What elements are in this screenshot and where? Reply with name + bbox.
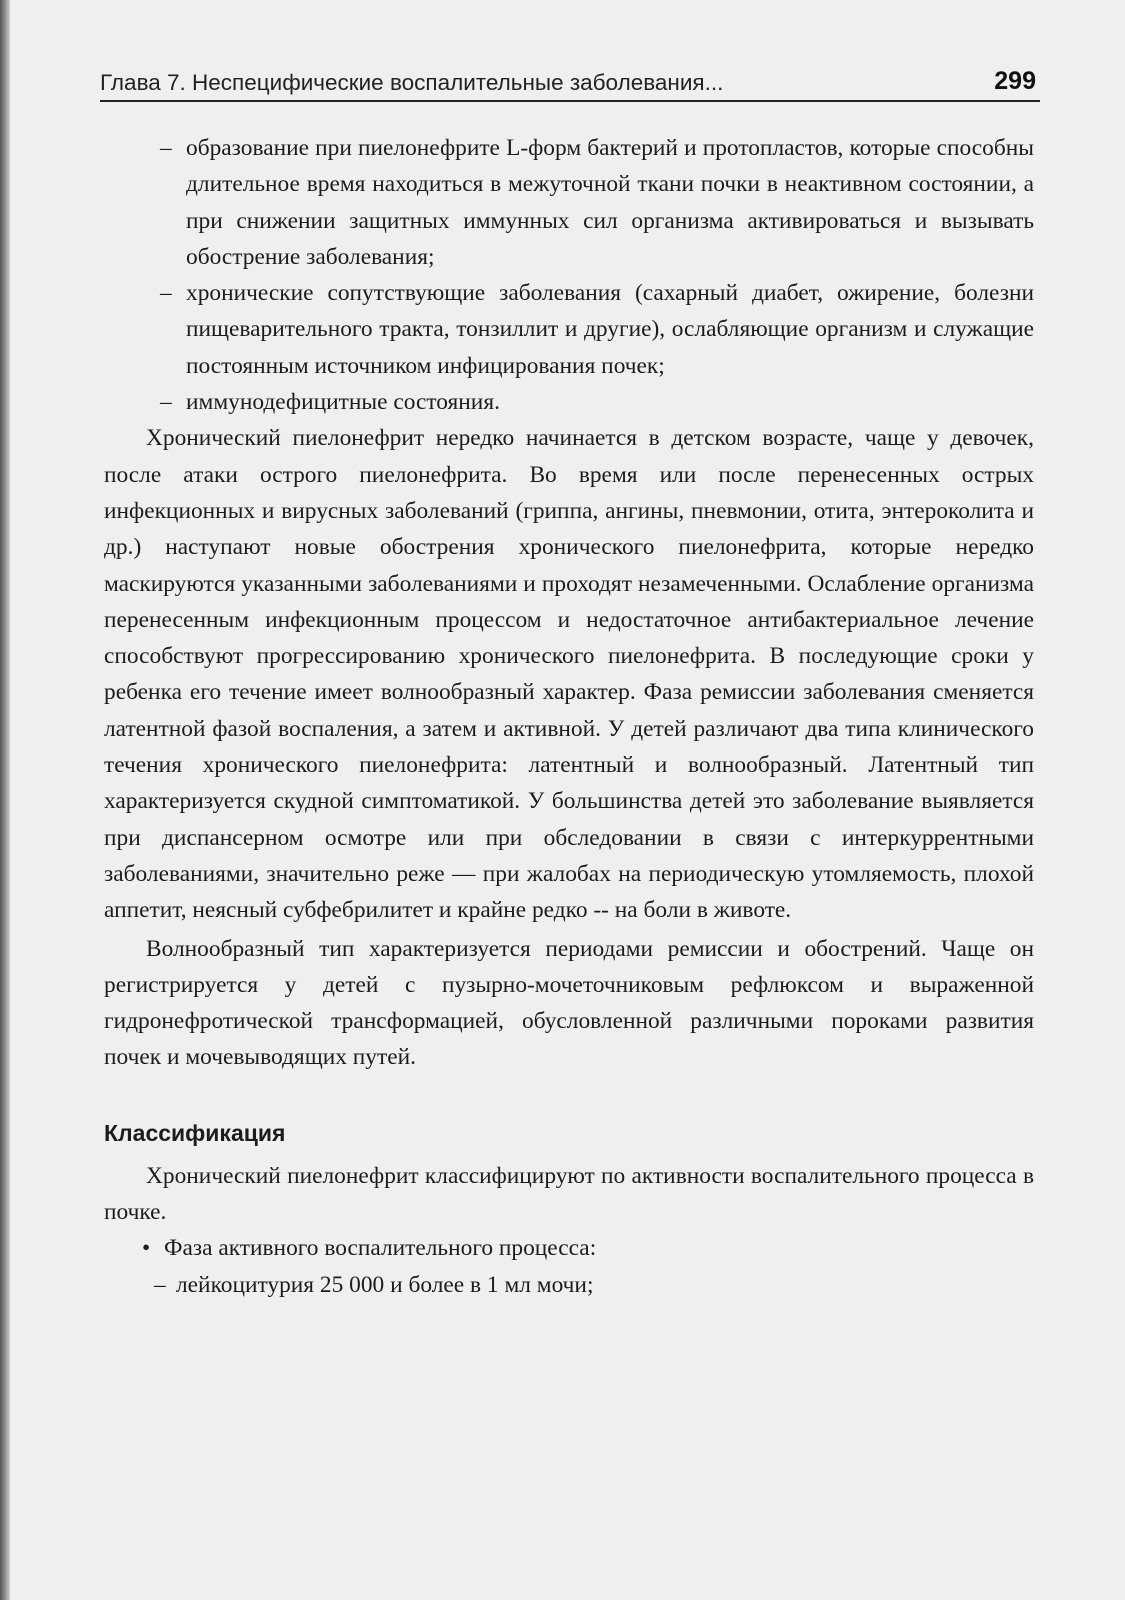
list-dash: –	[160, 280, 172, 307]
running-header	[100, 67, 1040, 102]
list-item	[104, 130, 1034, 275]
page-number: 299	[994, 67, 1036, 95]
section-intro: Хронический пиелонефрит классифицируют по активности воспалительного процесса в почке.	[104, 1162, 1034, 1226]
bullet-item	[104, 1230, 1034, 1266]
chapter-title: Глава 7. Неспецифические воспалительные заболевания...	[100, 70, 724, 95]
list-item	[104, 275, 1034, 384]
section-heading: Классификация	[104, 1119, 286, 1146]
list-dash: –	[160, 389, 172, 416]
list-item	[104, 384, 1034, 420]
list-item-text: образование при пиелонефрите L-форм бактерий и протопластов, которые способны длительное время находиться в межуточной ткани почки в неактивном состоянии, а при снижении защитных иммунных сил организма активироваться и вызывать обострение заболевания;	[186, 135, 1034, 270]
list-item-text: хронические сопутствующие заболевания (сахарный диабет, ожирение, болезни пищеварительного тракта, тонзиллит и другие), ослабляющие организм и служащие постоянным источником инфицирования почек;	[186, 280, 1034, 379]
paragraph: Волнообразный тип характеризуется периодами ремиссии и обострений. Чаще он регистрируется у детей с пузырно-мочеточниковым рефлюксом и выраженной гидронефротической трансформацией, обусловленной различными пороками развития почек и мочевыводящих путей.	[104, 935, 1034, 1071]
paragraph: Хронический пиелонефрит нередко начинается в детском возрасте, чаще у девочек, после атаки острого пиелонефрита. Во время или после перенесенных острых инфекционных и вирусных заболеваний (гриппа, ангины, пневмонии, отита, энтероколита и др.) наступают новые обострения хронического пиелонефрита, которые нередко маскируются указанными заболеваниями и проходят незамеченными. Ослабление организма перенесенным инфекционным процессом и недостаточное антибактериальное лечение способствуют прогрессированию хронического пиелонефрита. В последующие сроки у ребенка его течение имеет волнообразный характер. Фаза ремиссии заболевания сменяется латентной фазой воспаления, а затем и активной. У детей различают два типа клинического течения хронического пиелонефрита: латентный и волнообразный. Латентный тип характеризуется скудной симптоматикой. У большинства детей это заболевание выявляется при диспансерном осмотре или при обследовании в связи с интеркуррентными заболеваниями, значительно реже — при жалобах на периодическую утомляемость, плохой аппетит, неясный субфебрилитет и крайне редко -- на боли в животе.	[104, 425, 1034, 924]
list-item-text: иммунодефицитные состояния.	[186, 389, 500, 416]
list-dash: –	[154, 1271, 166, 1298]
bullet-text: Фаза активного воспалительного процесса:	[164, 1235, 597, 1262]
list-dash: –	[160, 135, 172, 161]
page-edge-shadow	[0, 0, 10, 1600]
sub-list-item	[104, 1267, 1034, 1303]
bullet-icon: •	[142, 1235, 151, 1262]
page-body	[104, 130, 1034, 1303]
sub-list-item-text: лейкоцитурия 25 000 и более в 1 мл мочи;	[176, 1271, 594, 1298]
